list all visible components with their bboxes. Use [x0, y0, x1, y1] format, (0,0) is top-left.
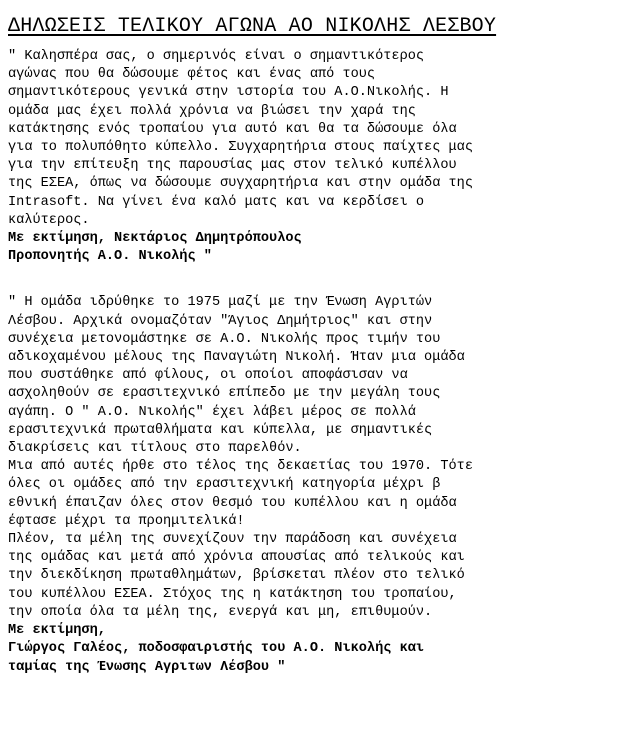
coach-statement: [8, 48, 632, 266]
player-statement-text: " Η ομάδα ιδρύθηκε το 1975 μαζί με την Ένωση Αγριτών Λέσβου. Αρχικά ονομαζόταν "Άγιος Δημήτριος" και στην συνέχεια μετονομάστηκε σε Α.Ο. Νικολής προς τιμήν του αδικοχαμένου μέλους της Παναγιώτη Νικολή. Ήταν μια ομάδα που συστάθηκε από φίλους, οι οποίοι αποφάσισαν να ασχοληθούν σε ερασιτεχνικό επίπεδο με την μεγάλη τους αγάπη. Ο " Α.Ο. Νικολής" έχει λάβει μέρος σε πολλά ερασιτεχνικά πρωταθλήματα και κύπελλα, με σημαντικές διακρίσεις και τίτλους στο παρελθόν. Μια από αυτές ήρθε στο τέλος της δεκαετίας του 1970. Τότε όλες οι ομάδες από την ερασιτεχνική κατηγορία μέχρι β εθνική έπαιζαν όλες στον θεσμό του κυπέλλου και η ομάδα έφτασε μέχρι τα προημιτελικά! Πλέον, τα μέλη της συνεχίζουν την παράδοση και συνέχεια της ομάδας και μετά από χρόνια απουσίας από τελικούς και την διεκδίκηση πρωταθλημάτων, βρίσκεται πλέον στο τελικό του κυπέλλου ΕΣΕΑ. Στόχος της η κατάκτηση του τροπαίου, την οποία όλα τα μέλη της, ενεργά και μη, επιθυμούν.: [8, 295, 473, 620]
coach-signature-role: Προπονητής Α.Ο. Νικολής ": [8, 249, 212, 265]
coach-signature-name: Με εκτίμηση, Νεκτάριος Δημητρόπουλος: [8, 231, 302, 247]
player-signature-role: Γιώργος Γαλέος, ποδοσφαιριστής του Α.Ο. Νικολής και ταμίας της Ένωσης Αγριτων Λέσβου ": [8, 641, 425, 675]
coach-statement-text: " Καλησπέρα σας, ο σημερινός είναι ο σημαντικότερος αγώνας που θα δώσουμε φέτος και ένας από τους σημαντικότερους γενικά στην ιστορία του Α.Ο.Νικολής. Η ομάδα μας έχει πολλά χρόνια να βιώσει την χαρά της κατάκτησης ενός τροπαίου για αυτό και θα τα δώσουμε όλα για το πολυπόθητο κύπελλο. Συγχαρητήρια στους παίχτες μας για την επίτευξη της παρουσίας μας στον τελικό κυπέλλου της ΕΣΕΑ, όπως να δώσουμε συγχαρητήρια και στην ομάδα της Intrasoft. Να γίνει ένα καλό ματς και να κερδίσει ο καλύτερος.: [8, 49, 473, 228]
document-page: [8, 14, 632, 705]
player-signature-greeting: Με εκτίμηση,: [8, 623, 106, 639]
player-statement: [8, 294, 632, 676]
document-title: ΔΗΛΩΣΕΙΣ ΤΕΛΙΚΟΥ ΑΓΩΝΑ ΑΟ ΝΙΚΟΛΗΣ ΛΕΣΒΟΥ: [8, 15, 497, 38]
